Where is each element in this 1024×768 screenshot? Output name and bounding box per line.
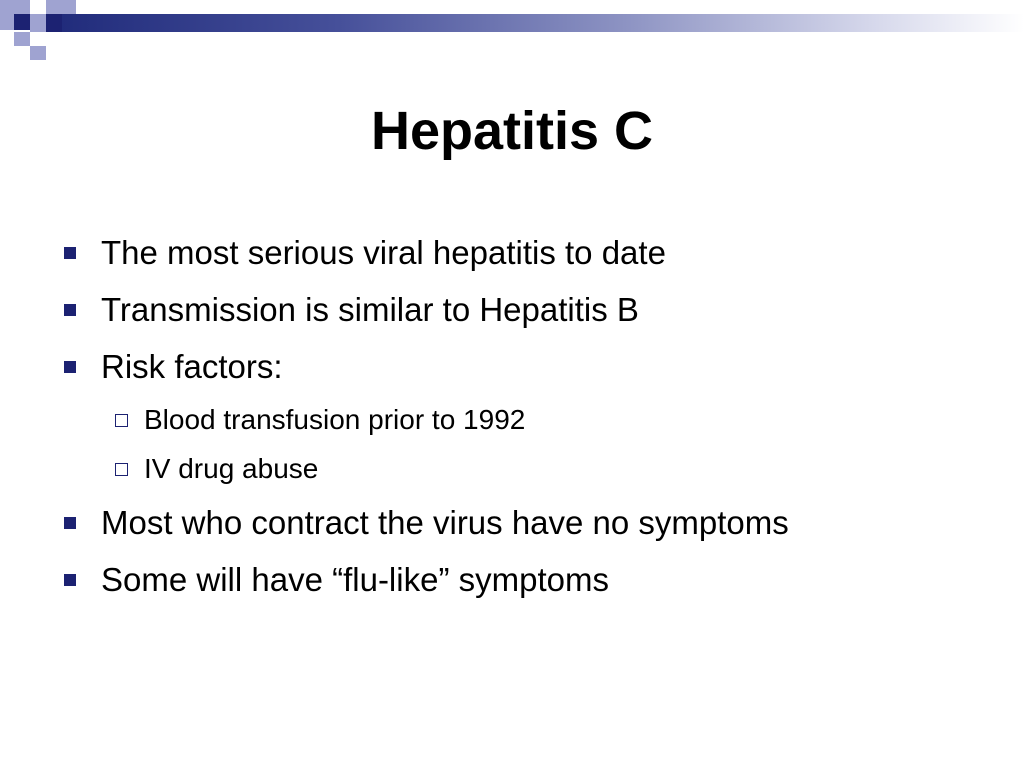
- filled-square-bullet-icon: [64, 517, 76, 529]
- filled-square-bullet-icon: [64, 574, 76, 586]
- bullet-text: The most serious viral hepatitis to date: [101, 234, 666, 271]
- filled-square-bullet-icon: [64, 361, 76, 373]
- bullet-text: Most who contract the virus have no symptoms: [101, 504, 789, 541]
- filled-square-bullet-icon: [64, 247, 76, 259]
- bullet-item: [64, 290, 639, 330]
- sub-bullet-text: Blood transfusion prior to 1992: [144, 404, 526, 435]
- sub-bullet-text: IV drug abuse: [144, 453, 319, 484]
- bullet-item: [64, 560, 609, 600]
- bullet-item: [64, 347, 283, 387]
- sub-bullet-item: [115, 403, 525, 437]
- slide-title: Hepatitis C: [370, 101, 654, 161]
- hollow-square-bullet-icon: [115, 463, 128, 476]
- bullet-text: Some will have “flu-like” symptoms: [101, 561, 609, 598]
- hollow-square-bullet-icon: [115, 414, 128, 427]
- sub-bullet-item: [115, 452, 318, 486]
- bullet-item: [64, 233, 666, 273]
- bullet-item: [64, 503, 789, 543]
- bullet-text: Risk factors:: [101, 348, 283, 385]
- bullet-text: Transmission is similar to Hepatitis B: [101, 291, 639, 328]
- filled-square-bullet-icon: [64, 304, 76, 316]
